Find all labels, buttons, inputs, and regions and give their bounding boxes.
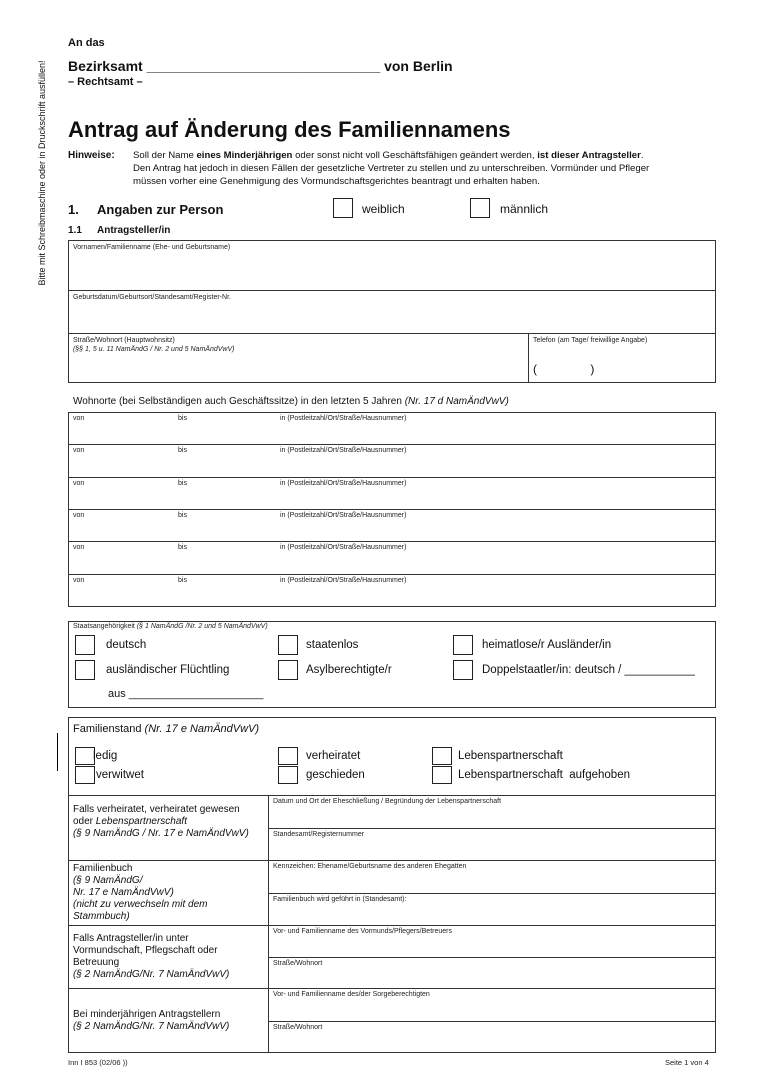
row-divider	[68, 444, 716, 445]
familienstand-box	[68, 717, 716, 1053]
table-left-text: Familienbuch	[73, 862, 133, 874]
staat-label: Staatsangehörigkeit (§ 1 NamÄndG /Nr. 2 und 5 NamÄndVwV)	[73, 623, 268, 630]
table-left-ref: Nr. 17 e NamÄndVwV)	[73, 886, 174, 898]
table-left-ref: (§ 9 NamÄndG / Nr. 17 e NamÄndVwV)	[73, 827, 249, 839]
staat-checkbox[interactable]	[278, 660, 298, 680]
von-field[interactable]: von	[73, 447, 85, 455]
footer-form-id: Inn I 853 (02/06 ))	[68, 1058, 128, 1067]
address-field[interactable]: in (Postleitzahl/Ort/Straße/Hausnummer)	[280, 576, 407, 584]
table-field-bottom[interactable]: Standesamt/Registernummer	[273, 830, 365, 838]
staat-option: ausländischer Flüchtling	[106, 664, 230, 676]
weiblich-checkbox[interactable]	[333, 198, 353, 218]
staat-checkbox[interactable]	[75, 635, 95, 655]
table-field-top[interactable]: Datum und Ort der Eheschließung / Begründung der Lebenspartnerschaft	[273, 798, 502, 805]
bis-field[interactable]: bis	[178, 511, 187, 519]
hinweise-line1: Soll der Name eines Minderjährigen oder sonst nicht voll Geschäftsfähigen geändert werden, ist dieser Antragsteller.	[133, 150, 644, 161]
bezirksamt-line[interactable]: Bezirksamt ______________________________ von Berlin	[68, 58, 453, 74]
von-field[interactable]: von	[73, 544, 85, 552]
strasse-ref: (§§ 1, 5 u. 11 NamÄndG / Nr. 2 und 5 NamÄndVwV)	[73, 346, 235, 353]
table-cell-divider	[268, 893, 716, 894]
address-field[interactable]: in (Postleitzahl/Ort/Straße/Hausnummer)	[280, 415, 407, 422]
table-field-top[interactable]: Kennzeichen: Ehename/Geburtsname des anderen Ehegatten	[273, 863, 467, 870]
staat-option: deutsch	[106, 639, 147, 651]
table-field-top[interactable]: Vor- und Familienname des/der Sorgeberechtigten	[273, 991, 430, 998]
table-field-bottom[interactable]: Straße/Wohnort	[273, 959, 323, 967]
familienstand-option: geschieden	[306, 769, 365, 781]
sub-number: 1.1	[68, 225, 82, 236]
von-field[interactable]: von	[73, 479, 85, 487]
wohnorte-label: Wohnorte (bei Selbständigen auch Geschäftssitze) in den letzten 5 Jahren (Nr. 17 d NamÄndVwV)	[73, 396, 509, 407]
table-field-bottom[interactable]: Familienbuch wird geführt in (Standesamt):	[273, 895, 407, 903]
table-cell-divider	[268, 957, 716, 958]
table-field-top[interactable]: Vor- und Familienname des Vormunds/Pflegers/Betreuers	[273, 928, 452, 935]
table-left-text: Vormundschaft, Pflegschaft oder	[73, 944, 218, 956]
familienstand-checkbox[interactable]	[278, 766, 298, 784]
staat-option: Doppelstaatler/in: deutsch / ___________	[482, 664, 695, 676]
row-divider	[68, 574, 716, 575]
hinweise-line2: Den Antrag hat jedoch in diesen Fällen der gesetzliche Vertreter zu stellen und zu unterschreiben. Vormünder und Pfleger	[133, 163, 650, 174]
staat-checkbox[interactable]	[453, 660, 473, 680]
familienstand-checkbox[interactable]	[278, 747, 298, 765]
name-field[interactable]: Vornamen/Familienname (Ehe- und Geburtsname)	[73, 244, 231, 251]
table-row-divider	[68, 988, 716, 989]
bis-field[interactable]: bis	[178, 576, 187, 584]
staat-option: heimatlose/r Ausländer/in	[482, 639, 612, 651]
section-number: 1.	[68, 202, 79, 217]
table-left-ref: Stammbuch)	[73, 910, 130, 922]
staat-checkbox[interactable]	[75, 660, 95, 680]
von-field[interactable]: von	[73, 415, 85, 422]
footer-page: Seite 1 von 4	[665, 1058, 709, 1067]
rechtsamt: – Rechtsamt –	[68, 76, 143, 88]
bis-field[interactable]: bis	[178, 479, 187, 487]
staat-checkbox[interactable]	[453, 635, 473, 655]
hinweise-label: Hinweise:	[68, 150, 115, 161]
address-field[interactable]: in (Postleitzahl/Ort/Straße/Hausnummer)	[280, 544, 407, 552]
row-divider	[68, 541, 716, 542]
familienstand-option: Lebenspartnerschaft aufgehoben	[458, 769, 630, 781]
address-field[interactable]: in (Postleitzahl/Ort/Straße/Hausnummer)	[280, 447, 407, 455]
familienstand-option: verheiratet	[306, 750, 361, 762]
familienstand-checkbox[interactable]	[75, 766, 95, 784]
table-left-text: oder Lebenspartnerschaft	[73, 815, 187, 827]
row-divider	[68, 477, 716, 478]
address-field[interactable]: in (Postleitzahl/Ort/Straße/Hausnummer)	[280, 511, 407, 519]
familienstand-checkbox[interactable]	[75, 747, 95, 765]
von-field[interactable]: von	[73, 576, 85, 584]
table-cell-divider	[268, 1021, 716, 1022]
side-note: Bitte mit Schreibmaschine oder in Druckschrift ausfüllen!	[37, 60, 47, 286]
weiblich-label: weiblich	[362, 202, 405, 216]
table-row-divider	[68, 925, 716, 926]
maennlich-label: männlich	[500, 202, 549, 216]
von-field[interactable]: von	[73, 511, 85, 519]
strasse-field[interactable]: Straße/Wohnort (Hauptwohnsitz)	[73, 337, 175, 344]
page-title: Antrag auf Änderung des Familiennamens	[68, 117, 511, 142]
table-left-text: Bei minderjährigen Antragstellern	[73, 1008, 221, 1020]
staat-aus[interactable]: aus ______________________	[108, 688, 264, 700]
staat-option: Asylberechtigte/r	[306, 664, 392, 676]
staat-option: staatenlos	[306, 639, 359, 651]
familienstand-option: verwitwet	[96, 769, 144, 781]
familienstand-checkbox[interactable]	[432, 747, 452, 765]
section-title: Angaben zur Person	[97, 202, 224, 217]
an-das: An das	[68, 37, 105, 49]
staat-checkbox[interactable]	[278, 635, 298, 655]
table-left-text: Falls Antragsteller/in unter	[73, 932, 189, 944]
telefon-field[interactable]: Telefon (am Tage/ freiwillige Angabe)	[533, 337, 648, 344]
table-cell-divider	[268, 828, 716, 829]
bis-field[interactable]: bis	[178, 447, 187, 455]
sub-title: Antragsteller/in	[97, 225, 171, 236]
bis-field[interactable]: bis	[178, 544, 187, 552]
familienstand-option: ledig	[93, 750, 118, 762]
hinweise-line3: müssen vorher eine Genehmigung des Vormundschaftsgerichtes beantragt und erhalten haben.	[133, 176, 540, 187]
table-left-text: Falls verheiratet, verheiratet gewesen	[73, 803, 240, 815]
geburt-field[interactable]: Geburtsdatum/Geburtsort/Standesamt/Register-Nr.	[73, 294, 231, 301]
margin-mark	[57, 733, 58, 771]
row-divider	[68, 509, 716, 510]
familienstand-option: Lebenspartnerschaft	[458, 750, 563, 762]
table-left-ref: (nicht zu verwechseln mit dem	[73, 898, 208, 910]
telefon-paren: ( )	[533, 362, 595, 376]
person-box	[68, 240, 716, 383]
table-left-ref: (§ 2 NamÄndG/Nr. 7 NamÄndVwV)	[73, 1020, 230, 1032]
maennlich-checkbox[interactable]	[470, 198, 490, 218]
table-left-ref: (§ 9 NamÄndG/	[73, 874, 143, 886]
bis-field[interactable]: bis	[178, 415, 187, 422]
table-left-ref: (§ 2 NamÄndG/Nr. 7 NamÄndVwV)	[73, 968, 230, 980]
familienstand-label: Familienstand (Nr. 17 e NamÄndVwV)	[73, 723, 260, 735]
familienstand-checkbox[interactable]	[432, 766, 452, 784]
table-row-divider	[68, 860, 716, 861]
table-field-bottom[interactable]: Straße/Wohnort	[273, 1023, 323, 1031]
table-left-text: Betreuung	[73, 956, 120, 968]
address-field[interactable]: in (Postleitzahl/Ort/Straße/Hausnummer)	[280, 479, 407, 487]
